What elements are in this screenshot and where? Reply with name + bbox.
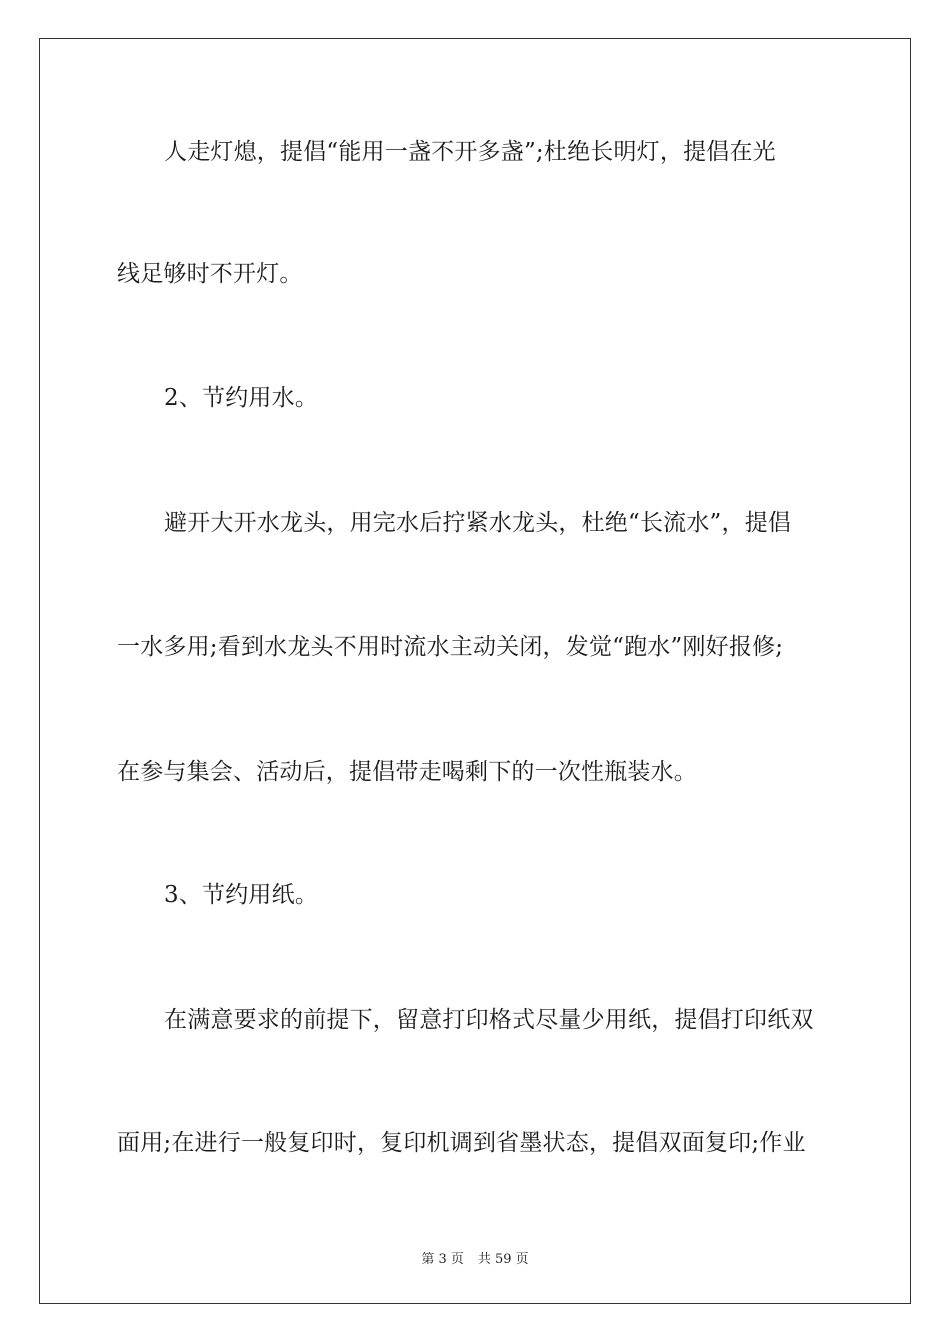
total-pages: 共 59 页 — [477, 1252, 529, 1267]
paragraph-line: 一水多用;看到水龙头不用时流水主动关闭，发觉“跑水”刚好报修; — [117, 634, 784, 660]
paragraph-line: 在满意要求的前提下，留意打印格式尽量少用纸，提倡打印纸双 — [164, 1007, 814, 1033]
section-heading-paper: 3、节约用纸。 — [164, 882, 319, 908]
page-footer — [0, 1248, 950, 1267]
paragraph-line: 在参与集会、活动后，提倡带走喝剩下的一次性瓶装水。 — [117, 759, 697, 785]
paragraph-line: 面用;在进行一般复印时，复印机调到省墨状态，提倡双面复印;作业 — [117, 1130, 806, 1156]
page-border — [39, 38, 911, 1304]
paragraph-line: 人走灯熄，提倡“能用一盏不开多盏”;杜绝长明灯，提倡在光 — [164, 139, 776, 165]
paragraph-line: 避开大开水龙头，用完水后拧紧水龙头，杜绝“长流水”，提倡 — [164, 510, 792, 536]
page-number: 第 3 页 — [421, 1252, 464, 1267]
section-heading-water: 2、节约用水。 — [164, 385, 319, 411]
paragraph-line: 线足够时不开灯。 — [117, 261, 303, 287]
